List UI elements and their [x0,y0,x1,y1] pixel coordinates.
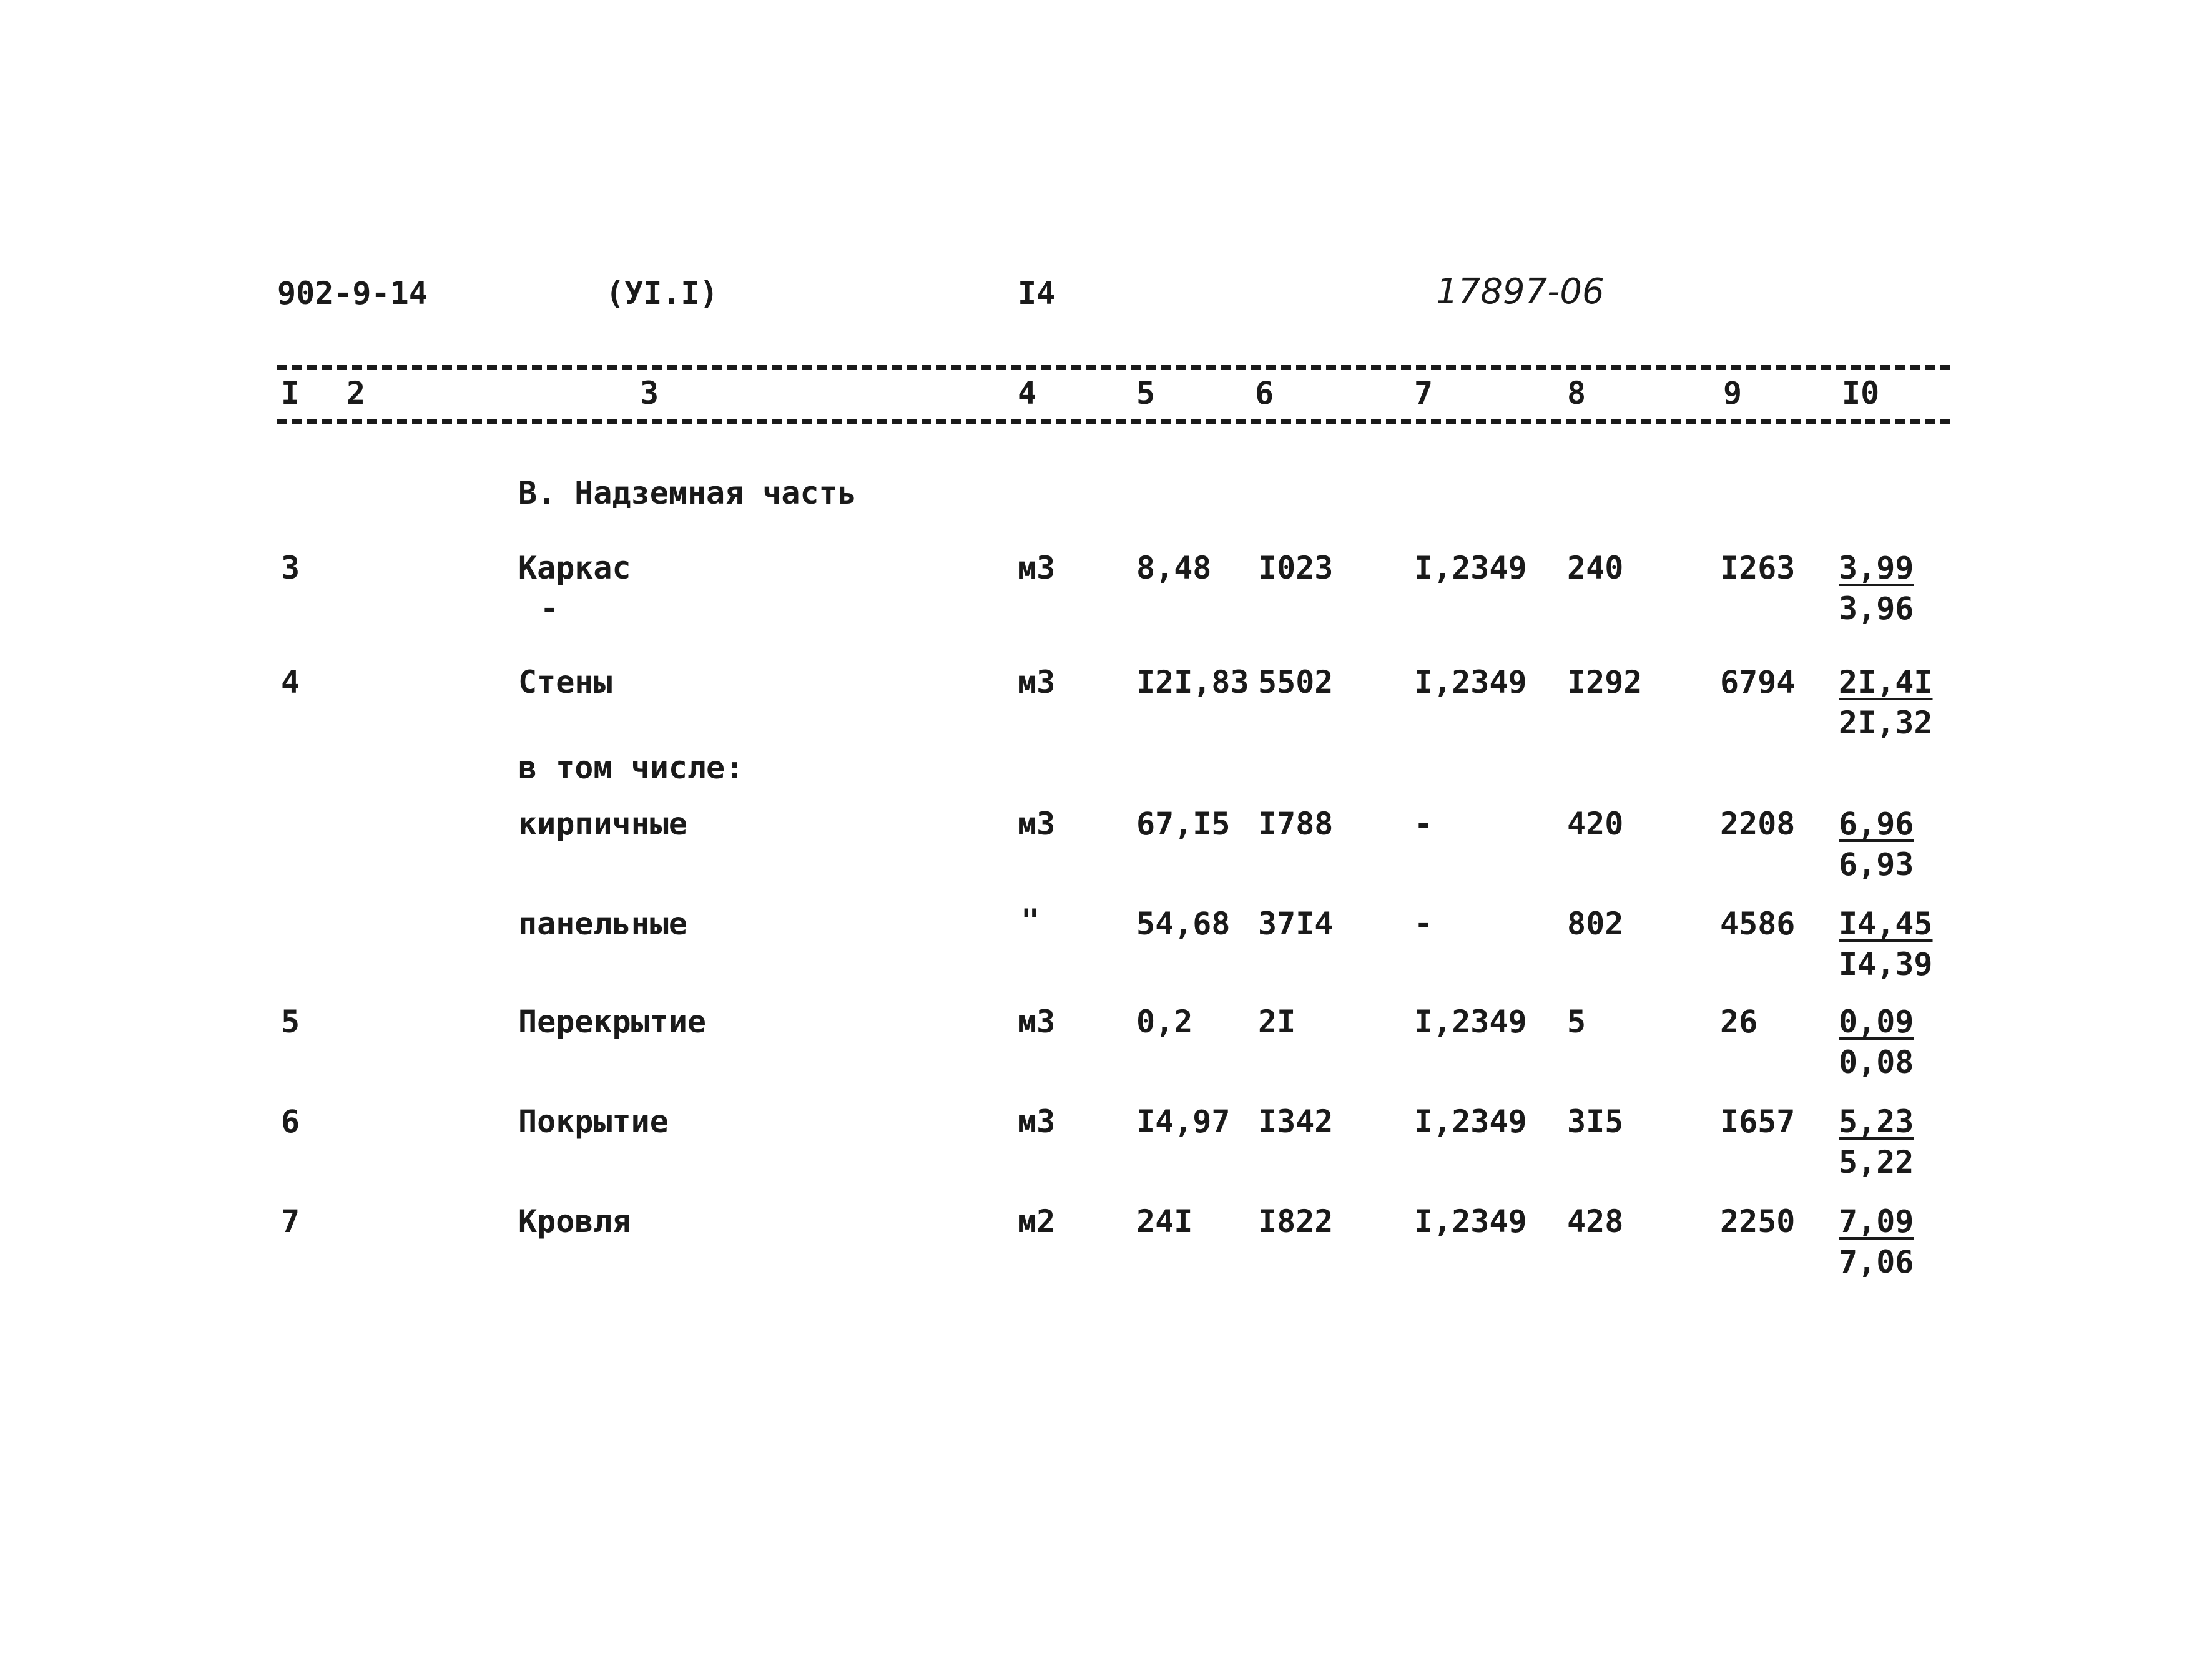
row-number: 5 [281,1004,300,1040]
row-col9: 6794 [1720,664,1796,700]
bottom-dashed-rule [277,419,1950,424]
row-col6: I788 [1258,806,1334,842]
row-col8: 802 [1567,906,1624,942]
row-col6: I023 [1258,550,1334,586]
row-col9: 2208 [1720,806,1796,842]
row-col5: 0,2 [1136,1004,1193,1040]
row-name: Перекрытие [518,1004,707,1040]
row-col7: I,2349 [1414,664,1527,700]
row-col10-top: 2I,4I [1839,664,1933,700]
row-number: 3 [281,550,300,586]
doc-code: 902-9-14 [277,275,428,311]
row-col6: I822 [1258,1203,1334,1240]
row-col10-top: 7,09 [1839,1203,1914,1240]
section-title: В. Надземная часть [518,475,857,511]
row-col10-bottom: 0,08 [1839,1044,1914,1080]
row-col8: 3I5 [1567,1103,1624,1140]
col-header-7: 7 [1414,375,1433,411]
page-number: I4 [1018,275,1056,311]
row-col7: I,2349 [1414,1103,1527,1140]
row-unit: м3 [1018,1103,1056,1140]
row-col10-bottom: 3,96 [1839,590,1914,627]
top-dashed-rule [277,365,1950,370]
row-number: 4 [281,664,300,700]
row-col5: 54,68 [1136,906,1231,942]
row-col10-top: I4,45 [1839,906,1933,942]
row-col10-top: 5,23 [1839,1103,1914,1140]
row-col8: 420 [1567,806,1624,842]
row-col8: 5 [1567,1004,1586,1040]
subgroup-label: в том числе: [518,750,744,786]
row-number: 6 [281,1103,300,1140]
row-col7: I,2349 [1414,550,1527,586]
row-name: Стены [518,664,612,700]
row-col6: 2I [1258,1004,1296,1040]
row-col5: 8,48 [1136,550,1212,586]
row-col9: I263 [1720,550,1796,586]
row-name: Каркас [518,550,631,586]
handwritten-number: 17897-06 [1436,272,1605,312]
row-col6: 37I4 [1258,906,1334,942]
row-col10-bottom: 7,06 [1839,1244,1914,1280]
row-col10-bottom: 5,22 [1839,1144,1914,1180]
col-header-2: 2 [347,375,366,411]
row-col9: 2250 [1720,1203,1796,1240]
col-header-5: 5 [1136,375,1156,411]
row-col5: 67,I5 [1136,806,1231,842]
section-ref: (УI.I) [606,275,719,311]
row-col10-bottom: I4,39 [1839,946,1933,982]
row-col5: I2I,83 [1136,664,1249,700]
row-mark: - [540,590,559,627]
row-unit: м3 [1018,664,1056,700]
col-header-3: 3 [640,375,659,411]
row-col6: I342 [1258,1103,1334,1140]
row-col9: 26 [1720,1004,1758,1040]
row-unit: м3 [1018,1004,1056,1040]
col-header-1: I [281,375,300,411]
row-number: 7 [281,1203,300,1240]
row-col5: I4,97 [1136,1103,1231,1140]
row-col9: I657 [1720,1103,1796,1140]
row-unit: м3 [1018,806,1056,842]
row-col10-top: 3,99 [1839,550,1914,586]
row-col6: 5502 [1258,664,1334,700]
col-header-8: 8 [1567,375,1586,411]
row-col7: I,2349 [1414,1004,1527,1040]
row-col10-bottom: 2I,32 [1839,705,1933,741]
col-header-9: 9 [1723,375,1743,411]
row-name: Кровля [518,1203,631,1240]
col-header-6: 6 [1255,375,1274,411]
row-col10-top: 6,96 [1839,806,1914,842]
row-name: кирпичные [518,806,687,842]
col-header-10: I0 [1842,375,1880,411]
row-col5: 24I [1136,1203,1193,1240]
row-name: Покрытие [518,1103,669,1140]
row-col7: - [1414,806,1433,842]
row-unit: м3 [1018,550,1056,586]
col-header-4: 4 [1018,375,1037,411]
row-col10-bottom: 6,93 [1839,846,1914,883]
row-col10-top: 0,09 [1839,1004,1914,1040]
row-unit: м2 [1018,1203,1056,1240]
row-name: панельные [518,906,687,942]
row-col8: 240 [1567,550,1624,586]
row-col8: I292 [1567,664,1643,700]
row-col7: I,2349 [1414,1203,1527,1240]
row-col8: 428 [1567,1203,1624,1240]
row-unit-ditto: " [1021,903,1040,939]
row-col7: - [1414,906,1433,942]
row-col9: 4586 [1720,906,1796,942]
